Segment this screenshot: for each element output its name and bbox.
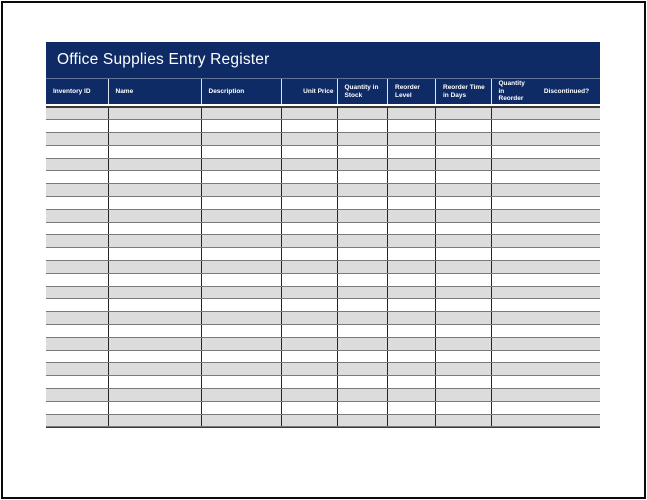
cell-reorder_time_in_days[interactable] — [436, 146, 492, 158]
cell-inventory_id[interactable] — [46, 338, 109, 350]
cell-discontinued[interactable] — [533, 363, 600, 375]
cell-description[interactable] — [202, 197, 282, 209]
cell-name[interactable] — [109, 363, 202, 375]
cell-reorder_level[interactable] — [388, 146, 436, 158]
cell-reorder_level[interactable] — [388, 248, 436, 260]
cell-quantity_in_reorder[interactable] — [492, 120, 534, 132]
cell-description[interactable] — [202, 415, 282, 427]
cell-discontinued[interactable] — [533, 274, 600, 286]
cell-discontinued[interactable] — [533, 325, 600, 337]
table-row — [46, 376, 600, 389]
cell-discontinued[interactable] — [533, 415, 600, 427]
cell-reorder_time_in_days[interactable] — [436, 171, 492, 183]
cell-name[interactable] — [109, 223, 202, 235]
column-header-unit_price — [282, 79, 338, 104]
cell-reorder_level[interactable] — [388, 120, 436, 132]
cell-quantity_in_reorder[interactable] — [492, 235, 534, 247]
cell-quantity_in_stock[interactable] — [338, 325, 389, 337]
cell-description[interactable] — [202, 133, 282, 145]
cell-description[interactable] — [202, 248, 282, 260]
cell-description[interactable] — [202, 312, 282, 324]
cell-quantity_in_stock[interactable] — [338, 363, 389, 375]
cell-description[interactable] — [202, 159, 282, 171]
cell-description[interactable] — [202, 146, 282, 158]
cell-reorder_level[interactable] — [388, 363, 436, 375]
column-header-label: Name — [115, 87, 134, 95]
cell-description[interactable] — [202, 287, 282, 299]
cell-description[interactable] — [202, 274, 282, 286]
cell-reorder_level[interactable] — [388, 133, 436, 145]
cell-discontinued[interactable] — [533, 223, 600, 235]
cell-reorder_time_in_days[interactable] — [436, 210, 492, 222]
cell-unit_price[interactable] — [282, 248, 338, 260]
cell-inventory_id[interactable] — [46, 184, 109, 196]
cell-reorder_time_in_days[interactable] — [436, 389, 492, 401]
cell-quantity_in_stock[interactable] — [338, 159, 389, 171]
column-header-label: Unit Price — [303, 87, 334, 95]
cell-reorder_time_in_days[interactable] — [436, 376, 492, 388]
cell-unit_price[interactable] — [282, 325, 338, 337]
cell-reorder_time_in_days[interactable] — [436, 274, 492, 286]
cell-discontinued[interactable] — [533, 184, 600, 196]
cell-inventory_id[interactable] — [46, 351, 109, 363]
cell-quantity_in_stock[interactable] — [338, 171, 389, 183]
cell-discontinued[interactable] — [533, 197, 600, 209]
cell-name[interactable] — [109, 133, 202, 145]
cell-quantity_in_stock[interactable] — [338, 235, 389, 247]
cell-name[interactable] — [109, 402, 202, 414]
cell-unit_price[interactable] — [282, 274, 338, 286]
cell-quantity_in_stock[interactable] — [338, 133, 389, 145]
cell-quantity_in_reorder[interactable] — [492, 312, 534, 324]
cell-reorder_level[interactable] — [388, 338, 436, 350]
table-row — [46, 146, 600, 159]
cell-quantity_in_reorder[interactable] — [492, 402, 534, 414]
cell-description[interactable] — [202, 338, 282, 350]
table-body — [46, 106, 600, 429]
cell-discontinued[interactable] — [533, 389, 600, 401]
cell-quantity_in_stock[interactable] — [338, 351, 389, 363]
column-header-discontinued — [533, 79, 600, 104]
cell-reorder_time_in_days[interactable] — [436, 338, 492, 350]
cell-reorder_time_in_days[interactable] — [436, 299, 492, 311]
cell-quantity_in_reorder[interactable] — [492, 351, 534, 363]
cell-name[interactable] — [109, 312, 202, 324]
cell-reorder_level[interactable] — [388, 389, 436, 401]
cell-name[interactable] — [109, 351, 202, 363]
cell-unit_price[interactable] — [282, 184, 338, 196]
column-header-label: Quantity in Stock — [344, 84, 379, 99]
cell-inventory_id[interactable] — [46, 120, 109, 132]
cell-quantity_in_stock[interactable] — [338, 402, 389, 414]
column-header-label: Reorder Time in Days — [443, 84, 485, 99]
cell-description[interactable] — [202, 223, 282, 235]
table-row — [46, 108, 600, 121]
cell-name[interactable] — [109, 389, 202, 401]
cell-name[interactable] — [109, 274, 202, 286]
cell-inventory_id[interactable] — [46, 235, 109, 247]
cell-name[interactable] — [109, 197, 202, 209]
cell-discontinued[interactable] — [533, 210, 600, 222]
cell-quantity_in_reorder[interactable] — [492, 287, 534, 299]
cell-quantity_in_stock[interactable] — [338, 376, 389, 388]
cell-reorder_time_in_days[interactable] — [436, 363, 492, 375]
cell-unit_price[interactable] — [282, 146, 338, 158]
cell-description[interactable] — [202, 299, 282, 311]
cell-unit_price[interactable] — [282, 197, 338, 209]
cell-description[interactable] — [202, 210, 282, 222]
cell-name[interactable] — [109, 338, 202, 350]
cell-quantity_in_reorder[interactable] — [492, 197, 534, 209]
cell-reorder_time_in_days[interactable] — [436, 184, 492, 196]
cell-inventory_id[interactable] — [46, 210, 109, 222]
cell-reorder_level[interactable] — [388, 184, 436, 196]
cell-reorder_level[interactable] — [388, 159, 436, 171]
cell-discontinued[interactable] — [533, 376, 600, 388]
cell-discontinued[interactable] — [533, 312, 600, 324]
table-row — [46, 351, 600, 364]
cell-description[interactable] — [202, 120, 282, 132]
cell-unit_price[interactable] — [282, 389, 338, 401]
cell-unit_price[interactable] — [282, 338, 338, 350]
cell-name[interactable] — [109, 376, 202, 388]
cell-unit_price[interactable] — [282, 415, 338, 427]
cell-reorder_time_in_days[interactable] — [436, 223, 492, 235]
cell-discontinued[interactable] — [533, 235, 600, 247]
cell-quantity_in_stock[interactable] — [338, 389, 389, 401]
cell-quantity_in_stock[interactable] — [338, 274, 389, 286]
cell-description[interactable] — [202, 325, 282, 337]
cell-description[interactable] — [202, 389, 282, 401]
table-row — [46, 338, 600, 351]
cell-quantity_in_stock[interactable] — [338, 338, 389, 350]
cell-unit_price[interactable] — [282, 235, 338, 247]
cell-quantity_in_reorder[interactable] — [492, 108, 534, 120]
cell-unit_price[interactable] — [282, 351, 338, 363]
cell-reorder_level[interactable] — [388, 223, 436, 235]
cell-description[interactable] — [202, 376, 282, 388]
cell-reorder_level[interactable] — [388, 261, 436, 273]
cell-name[interactable] — [109, 108, 202, 120]
cell-name[interactable] — [109, 235, 202, 247]
cell-reorder_level[interactable] — [388, 376, 436, 388]
cell-unit_price[interactable] — [282, 299, 338, 311]
cell-reorder_time_in_days[interactable] — [436, 312, 492, 324]
cell-quantity_in_reorder[interactable] — [492, 171, 534, 183]
cell-unit_price[interactable] — [282, 210, 338, 222]
cell-inventory_id[interactable] — [46, 376, 109, 388]
cell-unit_price[interactable] — [282, 376, 338, 388]
table-row — [46, 261, 600, 274]
cell-discontinued[interactable] — [533, 299, 600, 311]
cell-quantity_in_stock[interactable] — [338, 248, 389, 260]
cell-quantity_in_reorder[interactable] — [492, 376, 534, 388]
cell-discontinued[interactable] — [533, 146, 600, 158]
cell-quantity_in_stock[interactable] — [338, 299, 389, 311]
cell-reorder_level[interactable] — [388, 210, 436, 222]
cell-discontinued[interactable] — [533, 261, 600, 273]
cell-quantity_in_reorder[interactable] — [492, 159, 534, 171]
cell-quantity_in_reorder[interactable] — [492, 274, 534, 286]
cell-name[interactable] — [109, 299, 202, 311]
cell-name[interactable] — [109, 287, 202, 299]
cell-quantity_in_stock[interactable] — [338, 108, 389, 120]
cell-inventory_id[interactable] — [46, 363, 109, 375]
cell-inventory_id[interactable] — [46, 248, 109, 260]
cell-name[interactable] — [109, 210, 202, 222]
cell-inventory_id[interactable] — [46, 312, 109, 324]
cell-inventory_id[interactable] — [46, 402, 109, 414]
cell-reorder_level[interactable] — [388, 402, 436, 414]
table-title: Office Supplies Entry Register — [57, 51, 270, 68]
table-row — [46, 274, 600, 287]
cell-inventory_id[interactable] — [46, 223, 109, 235]
column-header-reorder_level — [388, 79, 436, 104]
table-row — [46, 415, 600, 428]
table-row — [46, 197, 600, 210]
cell-reorder_time_in_days[interactable] — [436, 159, 492, 171]
cell-quantity_in_reorder[interactable] — [492, 325, 534, 337]
cell-inventory_id[interactable] — [46, 287, 109, 299]
cell-description[interactable] — [202, 108, 282, 120]
cell-reorder_time_in_days[interactable] — [436, 133, 492, 145]
column-header-label: Inventory ID — [53, 87, 91, 95]
cell-quantity_in_stock[interactable] — [338, 312, 389, 324]
cell-discontinued[interactable] — [533, 402, 600, 414]
cell-unit_price[interactable] — [282, 223, 338, 235]
cell-quantity_in_stock[interactable] — [338, 210, 389, 222]
column-header-label: Quantity in Reorder — [498, 80, 525, 103]
cell-reorder_level[interactable] — [388, 325, 436, 337]
column-header-inventory_id — [46, 79, 109, 104]
cell-description[interactable] — [202, 184, 282, 196]
cell-name[interactable] — [109, 171, 202, 183]
cell-quantity_in_stock[interactable] — [338, 146, 389, 158]
cell-quantity_in_reorder[interactable] — [492, 210, 534, 222]
cell-inventory_id[interactable] — [46, 108, 109, 120]
column-header-label: Reorder Level — [395, 84, 420, 99]
cell-description[interactable] — [202, 235, 282, 247]
table-row — [46, 248, 600, 261]
cell-inventory_id[interactable] — [46, 415, 109, 427]
cell-unit_price[interactable] — [282, 171, 338, 183]
column-header-label: Discontinued? — [543, 87, 590, 95]
cell-quantity_in_reorder[interactable] — [492, 338, 534, 350]
cell-reorder_level[interactable] — [388, 197, 436, 209]
cell-reorder_level[interactable] — [388, 108, 436, 120]
cell-inventory_id[interactable] — [46, 325, 109, 337]
cell-inventory_id[interactable] — [46, 389, 109, 401]
cell-reorder_time_in_days[interactable] — [436, 108, 492, 120]
table-header-row — [46, 78, 600, 104]
column-header-reorder_time_in_days — [436, 79, 492, 104]
cell-unit_price[interactable] — [282, 108, 338, 120]
cell-quantity_in_reorder[interactable] — [492, 415, 534, 427]
cell-unit_price[interactable] — [282, 261, 338, 273]
cell-unit_price[interactable] — [282, 363, 338, 375]
cell-name[interactable] — [109, 120, 202, 132]
cell-quantity_in_stock[interactable] — [338, 261, 389, 273]
cell-unit_price[interactable] — [282, 402, 338, 414]
cell-quantity_in_stock[interactable] — [338, 197, 389, 209]
table-row — [46, 210, 600, 223]
cell-quantity_in_stock[interactable] — [338, 223, 389, 235]
column-header-quantity_in_reorder — [492, 79, 534, 104]
cell-reorder_time_in_days[interactable] — [436, 248, 492, 260]
cell-reorder_time_in_days[interactable] — [436, 325, 492, 337]
cell-quantity_in_reorder[interactable] — [492, 248, 534, 260]
cell-quantity_in_stock[interactable] — [338, 120, 389, 132]
cell-reorder_time_in_days[interactable] — [436, 120, 492, 132]
cell-reorder_time_in_days[interactable] — [436, 197, 492, 209]
table-row — [46, 312, 600, 325]
cell-description[interactable] — [202, 351, 282, 363]
cell-quantity_in_reorder[interactable] — [492, 146, 534, 158]
cell-reorder_level[interactable] — [388, 299, 436, 311]
cell-unit_price[interactable] — [282, 133, 338, 145]
cell-discontinued[interactable] — [533, 287, 600, 299]
column-header-label: Description — [208, 87, 245, 95]
cell-discontinued[interactable] — [533, 133, 600, 145]
cell-unit_price[interactable] — [282, 120, 338, 132]
cell-name[interactable] — [109, 184, 202, 196]
cell-inventory_id[interactable] — [46, 146, 109, 158]
cell-inventory_id[interactable] — [46, 274, 109, 286]
cell-description[interactable] — [202, 171, 282, 183]
cell-discontinued[interactable] — [533, 351, 600, 363]
cell-description[interactable] — [202, 402, 282, 414]
cell-inventory_id[interactable] — [46, 299, 109, 311]
cell-name[interactable] — [109, 146, 202, 158]
cell-reorder_time_in_days[interactable] — [436, 351, 492, 363]
cell-name[interactable] — [109, 415, 202, 427]
cell-name[interactable] — [109, 325, 202, 337]
cell-inventory_id[interactable] — [46, 133, 109, 145]
cell-quantity_in_reorder[interactable] — [492, 133, 534, 145]
office-supplies-register-table — [46, 42, 600, 428]
cell-name[interactable] — [109, 248, 202, 260]
cell-quantity_in_reorder[interactable] — [492, 363, 534, 375]
cell-quantity_in_reorder[interactable] — [492, 389, 534, 401]
cell-reorder_time_in_days[interactable] — [436, 415, 492, 427]
table-row — [46, 389, 600, 402]
table-row — [46, 299, 600, 312]
cell-discontinued[interactable] — [533, 338, 600, 350]
cell-inventory_id[interactable] — [46, 197, 109, 209]
table-row — [46, 235, 600, 248]
cell-inventory_id[interactable] — [46, 159, 109, 171]
table-row — [46, 171, 600, 184]
cell-reorder_level[interactable] — [388, 274, 436, 286]
cell-reorder_level[interactable] — [388, 235, 436, 247]
cell-reorder_level[interactable] — [388, 351, 436, 363]
table-row — [46, 223, 600, 236]
cell-inventory_id[interactable] — [46, 261, 109, 273]
cell-inventory_id[interactable] — [46, 171, 109, 183]
cell-quantity_in_reorder[interactable] — [492, 184, 534, 196]
cell-discontinued[interactable] — [533, 120, 600, 132]
table-row — [46, 133, 600, 146]
cell-description[interactable] — [202, 363, 282, 375]
cell-discontinued[interactable] — [533, 108, 600, 120]
table-row — [46, 184, 600, 197]
cell-quantity_in_reorder[interactable] — [492, 261, 534, 273]
cell-name[interactable] — [109, 159, 202, 171]
cell-unit_price[interactable] — [282, 159, 338, 171]
cell-discontinued[interactable] — [533, 171, 600, 183]
cell-name[interactable] — [109, 261, 202, 273]
cell-quantity_in_reorder[interactable] — [492, 223, 534, 235]
cell-discontinued[interactable] — [533, 159, 600, 171]
cell-reorder_level[interactable] — [388, 171, 436, 183]
table-row — [46, 159, 600, 172]
table-row — [46, 325, 600, 338]
table-row — [46, 402, 600, 415]
table-row — [46, 363, 600, 376]
cell-quantity_in_stock[interactable] — [338, 415, 389, 427]
cell-reorder_level[interactable] — [388, 287, 436, 299]
column-header-description — [202, 79, 282, 104]
cell-description[interactable] — [202, 261, 282, 273]
cell-reorder_time_in_days[interactable] — [436, 402, 492, 414]
cell-quantity_in_stock[interactable] — [338, 184, 389, 196]
cell-reorder_time_in_days[interactable] — [436, 287, 492, 299]
table-title-bar — [46, 42, 600, 78]
cell-reorder_level[interactable] — [388, 415, 436, 427]
table-row — [46, 287, 600, 300]
cell-unit_price[interactable] — [282, 287, 338, 299]
cell-reorder_level[interactable] — [388, 312, 436, 324]
cell-reorder_time_in_days[interactable] — [436, 261, 492, 273]
column-header-quantity_in_stock — [338, 79, 389, 104]
cell-quantity_in_stock[interactable] — [338, 287, 389, 299]
cell-quantity_in_reorder[interactable] — [492, 299, 534, 311]
table-row — [46, 120, 600, 133]
cell-reorder_time_in_days[interactable] — [436, 235, 492, 247]
cell-discontinued[interactable] — [533, 248, 600, 260]
column-header-name — [109, 79, 202, 104]
cell-unit_price[interactable] — [282, 312, 338, 324]
